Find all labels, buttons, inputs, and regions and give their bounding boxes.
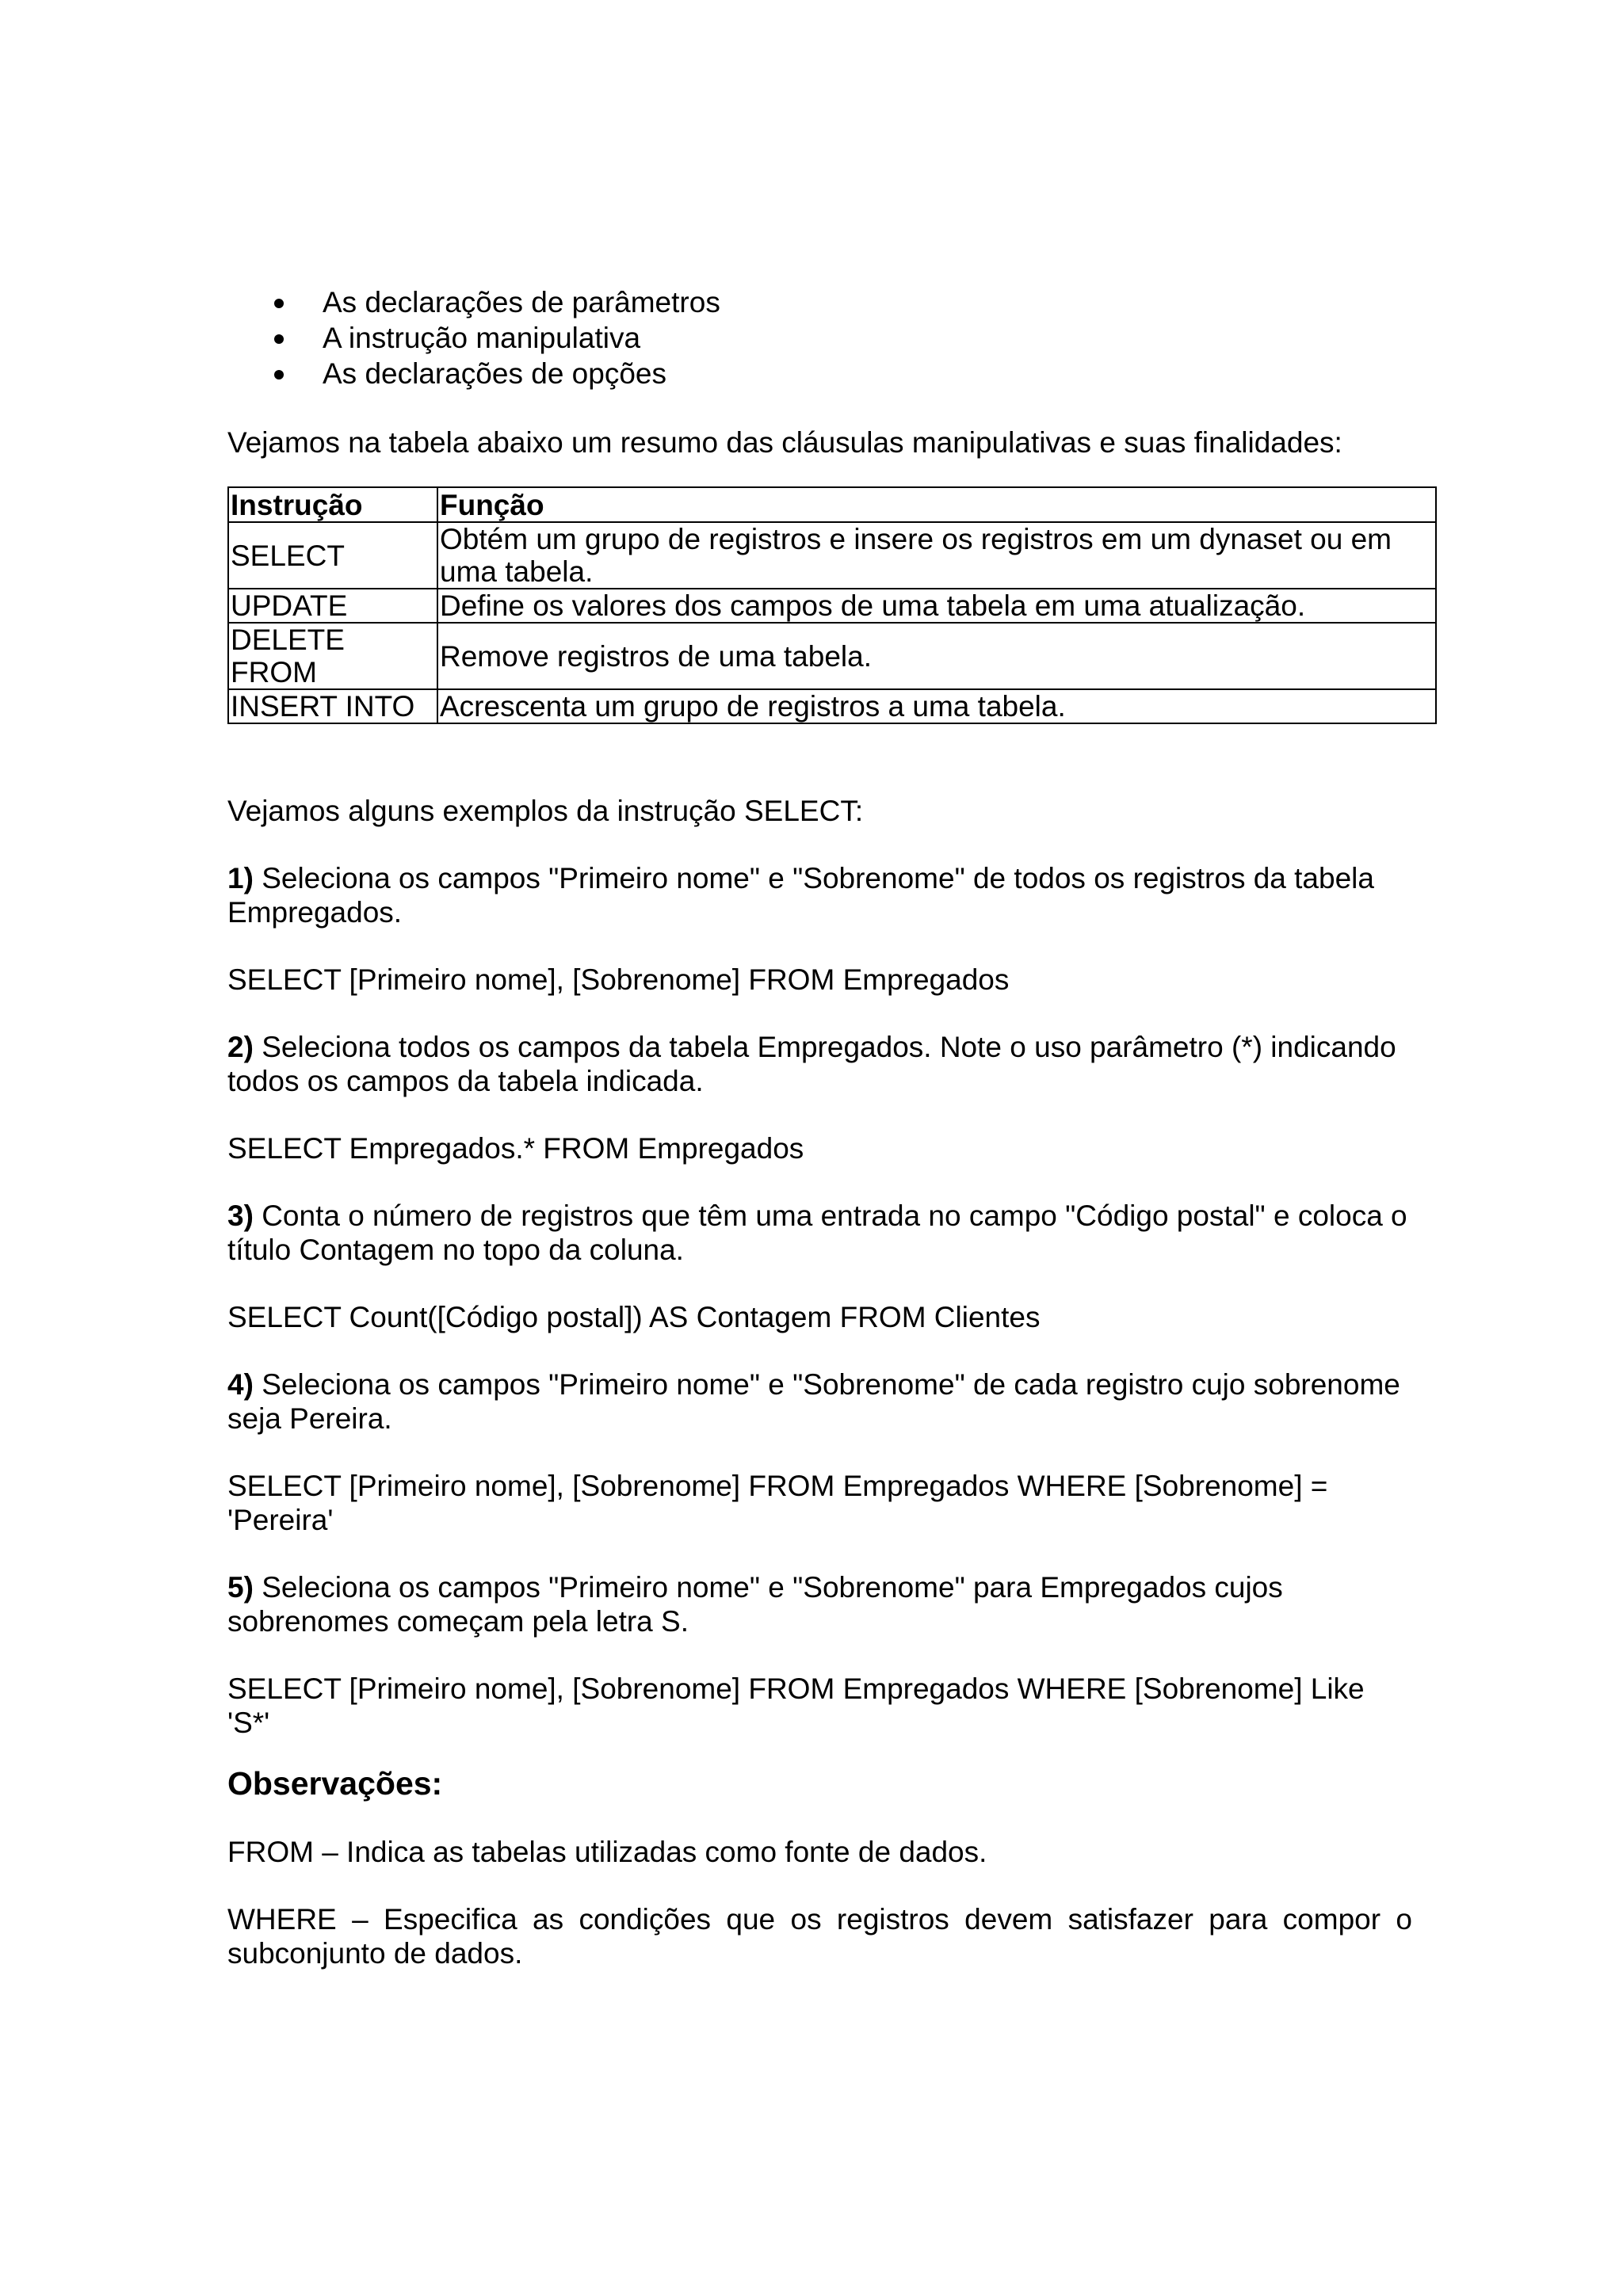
example-sql: SELECT [Primeiro nome], [Sobrenome] FROM Empregados WHERE [Sobrenome] Like 'S*' [227, 1672, 1365, 1739]
example-number: 2) [227, 1031, 254, 1063]
header-instrucao: Instrução [228, 487, 437, 522]
cell-func: Obtém um grupo de registros e insere os registros em um dynaset ou em uma tabela. [437, 522, 1436, 589]
bullet-list [227, 285, 1412, 392]
bullet-item: As declarações de opções [227, 357, 1412, 392]
examples-intro: Vejamos alguns exemplos da instrução SELECT: [227, 795, 864, 827]
cell-func: Acrescenta um grupo de registros a uma tabela. [437, 689, 1436, 723]
header-funcao: Função [437, 487, 1436, 522]
bullet-item: As declarações de parâmetros [227, 285, 1412, 321]
example-sql: SELECT Count([Código postal]) AS Contagem FROM Clientes [227, 1301, 1041, 1333]
bullet-dot-icon [274, 299, 284, 308]
example-description: 5) Seleciona os campos "Primeiro nome" e "Sobrenome" para Empregados cujos sobrenomes começam pela letra S. [227, 1571, 1283, 1638]
example-number: 4) [227, 1368, 254, 1401]
example-number: 5) [227, 1571, 254, 1604]
bullet-dot-icon [274, 334, 284, 344]
table-row [228, 522, 1436, 589]
cell-func: Remove registros de uma tabela. [437, 623, 1436, 689]
table-header-row [228, 487, 1436, 522]
observation-item: FROM – Indica as tabelas utilizadas como fonte de dados. [227, 1836, 987, 1868]
cell-instr: DELETE FROM [228, 623, 437, 689]
table-row [228, 623, 1436, 689]
example-sql: SELECT Empregados.* FROM Empregados [227, 1132, 804, 1165]
example-description: 3) Conta o número de registros que têm uma entrada no campo "Código postal" e coloca o título Contagem no topo da coluna. [227, 1199, 1407, 1266]
example-number: 3) [227, 1199, 254, 1232]
table-row [228, 689, 1436, 723]
table-intro: Vejamos na tabela abaixo um resumo das cláusulas manipulativas e suas finalidades: [227, 426, 1342, 459]
observations-heading: Observações: [227, 1765, 443, 1802]
document-page [227, 285, 1412, 1970]
observation-item: WHERE – Especifica as condições que os registros devem satisfazer para compor o subconjunto de dados. [227, 1903, 1412, 1970]
cell-instr: INSERT INTO [228, 689, 437, 723]
example-description: 1) Seleciona os campos "Primeiro nome" e "Sobrenome" de todos os registros da tabela Empregados. [227, 862, 1374, 929]
example-sql: SELECT [Primeiro nome], [Sobrenome] FROM Empregados [227, 963, 1010, 996]
cell-func: Define os valores dos campos de uma tabela em uma atualização. [437, 589, 1436, 623]
cell-instr: SELECT [228, 522, 437, 589]
clauses-table [227, 486, 1437, 724]
example-description: 4) Seleciona os campos "Primeiro nome" e "Sobrenome" de cada registro cujo sobrenome seja Pereira. [227, 1368, 1400, 1435]
bullet-item: A instrução manipulativa [227, 321, 1412, 357]
example-sql: SELECT [Primeiro nome], [Sobrenome] FROM Empregados WHERE [Sobrenome] = 'Pereira' [227, 1470, 1328, 1536]
bullet-dot-icon [274, 370, 284, 379]
example-number: 1) [227, 862, 254, 894]
table-row [228, 589, 1436, 623]
cell-instr: UPDATE [228, 589, 437, 623]
example-description: 2) Seleciona todos os campos da tabela Empregados. Note o uso parâmetro (*) indicando todos os campos da tabela indicada. [227, 1031, 1396, 1097]
